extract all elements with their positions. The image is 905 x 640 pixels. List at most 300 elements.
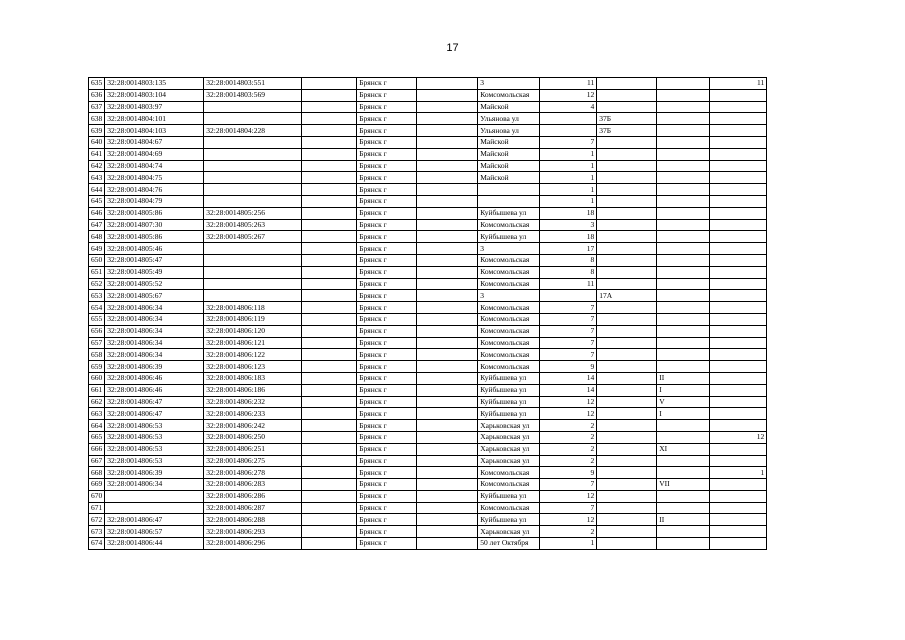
empty-cell	[417, 266, 478, 278]
premises-cell	[657, 78, 710, 90]
cadastral-number-cell	[204, 113, 302, 125]
city-cell: Брянск г	[357, 160, 417, 172]
empty-cell	[302, 337, 357, 349]
house-number-cell: 7	[540, 337, 597, 349]
row-number-cell: 654	[89, 302, 105, 314]
house-number-cell: 1	[540, 538, 597, 550]
apartment-cell	[710, 337, 767, 349]
empty-cell	[417, 101, 478, 113]
cadastral-number-cell: 32:28:0014807:30	[105, 219, 204, 231]
cadastral-number-cell: 32:28:0014805:86	[105, 231, 204, 243]
cadastral-number-cell: 32:28:0014806:53	[105, 420, 204, 432]
premises-cell	[657, 302, 710, 314]
empty-cell	[417, 420, 478, 432]
empty-cell	[302, 78, 357, 90]
empty-cell	[417, 349, 478, 361]
cadastral-number-cell	[204, 136, 302, 148]
house-number-cell: 12	[540, 89, 597, 101]
table-row	[89, 207, 767, 219]
table-row	[89, 455, 767, 467]
house-number-cell: 7	[540, 479, 597, 491]
apartment-cell: 1	[710, 467, 767, 479]
house-number-cell: 1	[540, 172, 597, 184]
cadastral-number-cell: 32:28:0014805:263	[204, 219, 302, 231]
premises-cell	[657, 113, 710, 125]
empty-cell	[302, 136, 357, 148]
building-letter-cell	[597, 361, 657, 373]
city-cell: Брянск г	[357, 443, 417, 455]
building-letter-cell: 37Б	[597, 125, 657, 137]
street-cell: Майской	[478, 148, 540, 160]
empty-cell	[417, 219, 478, 231]
empty-cell	[302, 538, 357, 550]
row-number-cell: 652	[89, 278, 105, 290]
empty-cell	[417, 136, 478, 148]
row-number-cell: 661	[89, 384, 105, 396]
table-row	[89, 266, 767, 278]
building-letter-cell	[597, 219, 657, 231]
street-cell: Комсомольская	[478, 254, 540, 266]
empty-cell	[302, 372, 357, 384]
empty-cell	[417, 467, 478, 479]
cadastral-number-cell: 32:28:0014806:39	[105, 467, 204, 479]
table-row	[89, 184, 767, 196]
empty-cell	[302, 325, 357, 337]
row-number-cell: 639	[89, 125, 105, 137]
empty-cell	[417, 408, 478, 420]
empty-cell	[302, 490, 357, 502]
row-number-cell: 669	[89, 479, 105, 491]
premises-cell	[657, 349, 710, 361]
row-number-cell: 667	[89, 455, 105, 467]
table-row	[89, 219, 767, 231]
empty-cell	[417, 78, 478, 90]
cadastral-number-cell	[204, 172, 302, 184]
premises-cell	[657, 538, 710, 550]
table-row	[89, 313, 767, 325]
cadastral-number-cell: 32:28:0014803:551	[204, 78, 302, 90]
empty-cell	[417, 243, 478, 255]
cadastral-number-cell: 32:28:0014806:183	[204, 372, 302, 384]
empty-cell	[417, 290, 478, 302]
building-letter-cell	[597, 207, 657, 219]
apartment-cell	[710, 408, 767, 420]
building-letter-cell	[597, 502, 657, 514]
table-row	[89, 101, 767, 113]
empty-cell	[417, 148, 478, 160]
city-cell: Брянск г	[357, 514, 417, 526]
row-number-cell: 658	[89, 349, 105, 361]
premises-cell	[657, 290, 710, 302]
house-number-cell: 1	[540, 148, 597, 160]
apartment-cell	[710, 231, 767, 243]
table-row	[89, 325, 767, 337]
cadastral-number-cell: 32:28:0014805:52	[105, 278, 204, 290]
city-cell: Брянск г	[357, 195, 417, 207]
premises-cell	[657, 337, 710, 349]
city-cell: Брянск г	[357, 266, 417, 278]
cadastral-number-cell	[204, 195, 302, 207]
table-row	[89, 372, 767, 384]
street-cell: Куйбышева ул	[478, 408, 540, 420]
empty-cell	[302, 467, 357, 479]
city-cell: Брянск г	[357, 337, 417, 349]
city-cell: Брянск г	[357, 184, 417, 196]
row-number-cell: 655	[89, 313, 105, 325]
street-cell: Харьковская ул	[478, 443, 540, 455]
apartment-cell	[710, 160, 767, 172]
building-letter-cell	[597, 254, 657, 266]
cadastral-number-cell: 32:28:0014806:251	[204, 443, 302, 455]
apartment-cell	[710, 420, 767, 432]
cadastral-number-cell: 32:28:0014803:135	[105, 78, 204, 90]
apartment-cell	[710, 207, 767, 219]
building-letter-cell	[597, 302, 657, 314]
empty-cell	[417, 325, 478, 337]
apartment-cell	[710, 278, 767, 290]
premises-cell	[657, 502, 710, 514]
premises-cell: XI	[657, 443, 710, 455]
premises-cell	[657, 160, 710, 172]
empty-cell	[302, 290, 357, 302]
row-number-cell: 641	[89, 148, 105, 160]
cadastral-number-cell: 32:28:0014805:46	[105, 243, 204, 255]
empty-cell	[302, 184, 357, 196]
row-number-cell: 640	[89, 136, 105, 148]
building-letter-cell	[597, 538, 657, 550]
street-cell: Харьковская ул	[478, 431, 540, 443]
row-number-cell: 657	[89, 337, 105, 349]
house-number-cell: 2	[540, 455, 597, 467]
empty-cell	[302, 243, 357, 255]
street-cell: Майской	[478, 101, 540, 113]
street-cell: 50 лет Октября	[478, 538, 540, 550]
empty-cell	[417, 502, 478, 514]
building-letter-cell	[597, 479, 657, 491]
premises-cell	[657, 231, 710, 243]
cadastral-number-cell: 32:28:0014805:256	[204, 207, 302, 219]
city-cell: Брянск г	[357, 172, 417, 184]
house-number-cell: 11	[540, 78, 597, 90]
page-number: 17	[446, 42, 459, 54]
cadastral-number-cell: 32:28:0014806:53	[105, 455, 204, 467]
house-number-cell: 2	[540, 526, 597, 538]
house-number-cell: 8	[540, 254, 597, 266]
row-number-cell: 672	[89, 514, 105, 526]
row-number-cell: 668	[89, 467, 105, 479]
cadastral-number-cell: 32:28:0014806:122	[204, 349, 302, 361]
empty-cell	[417, 195, 478, 207]
cadastral-number-cell: 32:28:0014803:97	[105, 101, 204, 113]
premises-cell	[657, 148, 710, 160]
cadastral-number-cell: 32:28:0014806:296	[204, 538, 302, 550]
empty-cell	[302, 207, 357, 219]
building-letter-cell	[597, 443, 657, 455]
apartment-cell	[710, 384, 767, 396]
street-cell: Комсомольская	[478, 302, 540, 314]
house-number-cell: 7	[540, 325, 597, 337]
street-cell: Комсомольская	[478, 278, 540, 290]
cadastral-number-cell: 32:28:0014805:47	[105, 254, 204, 266]
table-row	[89, 78, 767, 90]
cadastral-number-cell: 32:28:0014804:75	[105, 172, 204, 184]
apartment-cell	[710, 349, 767, 361]
apartment-cell	[710, 184, 767, 196]
cadastral-number-cell: 32:28:0014804:67	[105, 136, 204, 148]
street-cell: 3	[478, 243, 540, 255]
house-number-cell: 7	[540, 313, 597, 325]
empty-cell	[302, 420, 357, 432]
building-letter-cell	[597, 172, 657, 184]
table-row	[89, 172, 767, 184]
cadastral-number-cell: 32:28:0014806:278	[204, 467, 302, 479]
table-row	[89, 136, 767, 148]
street-cell: Куйбышева ул	[478, 372, 540, 384]
empty-cell	[302, 384, 357, 396]
city-cell: Брянск г	[357, 302, 417, 314]
premises-cell	[657, 184, 710, 196]
house-number-cell: 7	[540, 349, 597, 361]
empty-cell	[302, 479, 357, 491]
cadastral-number-cell: 32:28:0014804:101	[105, 113, 204, 125]
building-letter-cell	[597, 101, 657, 113]
row-number-cell: 659	[89, 361, 105, 373]
empty-cell	[302, 313, 357, 325]
apartment-cell	[710, 219, 767, 231]
row-number-cell: 643	[89, 172, 105, 184]
city-cell: Брянск г	[357, 479, 417, 491]
city-cell: Брянск г	[357, 207, 417, 219]
apartment-cell	[710, 266, 767, 278]
row-number-cell: 646	[89, 207, 105, 219]
building-letter-cell	[597, 467, 657, 479]
street-cell: Комсомольская	[478, 337, 540, 349]
street-cell: Комсомольская	[478, 325, 540, 337]
apartment-cell	[710, 113, 767, 125]
city-cell: Брянск г	[357, 89, 417, 101]
cadastral-number-cell: 32:28:0014804:69	[105, 148, 204, 160]
cadastral-number-cell	[105, 490, 204, 502]
table-row	[89, 479, 767, 491]
house-number-cell: 7	[540, 302, 597, 314]
table-row	[89, 349, 767, 361]
house-number-cell: 17	[540, 243, 597, 255]
empty-cell	[417, 160, 478, 172]
street-cell: Комсомольская	[478, 266, 540, 278]
cadastral-number-cell: 32:28:0014806:288	[204, 514, 302, 526]
street-cell: Харьковская ул	[478, 455, 540, 467]
house-number-cell: 2	[540, 443, 597, 455]
premises-cell	[657, 526, 710, 538]
cadastral-number-cell: 32:28:0014806:233	[204, 408, 302, 420]
premises-cell: VII	[657, 479, 710, 491]
apartment-cell	[710, 89, 767, 101]
premises-cell	[657, 313, 710, 325]
row-number-cell: 674	[89, 538, 105, 550]
table-row	[89, 113, 767, 125]
empty-cell	[417, 514, 478, 526]
city-cell: Брянск г	[357, 455, 417, 467]
house-number-cell: 14	[540, 372, 597, 384]
apartment-cell	[710, 396, 767, 408]
premises-cell	[657, 278, 710, 290]
row-number-cell: 650	[89, 254, 105, 266]
row-number-cell: 648	[89, 231, 105, 243]
empty-cell	[302, 231, 357, 243]
premises-cell: II	[657, 514, 710, 526]
building-letter-cell	[597, 195, 657, 207]
apartment-cell	[710, 313, 767, 325]
premises-cell	[657, 420, 710, 432]
apartment-cell	[710, 101, 767, 113]
empty-cell	[302, 502, 357, 514]
street-cell: Комсомольская	[478, 361, 540, 373]
empty-cell	[417, 207, 478, 219]
apartment-cell	[710, 372, 767, 384]
city-cell: Брянск г	[357, 349, 417, 361]
building-letter-cell	[597, 89, 657, 101]
apartment-cell	[710, 136, 767, 148]
cadastral-number-cell	[204, 278, 302, 290]
row-number-cell: 664	[89, 420, 105, 432]
cadastral-number-cell: 32:28:0014806:57	[105, 526, 204, 538]
cadastral-number-cell: 32:28:0014806:34	[105, 337, 204, 349]
table-row	[89, 514, 767, 526]
empty-cell	[302, 278, 357, 290]
empty-cell	[302, 113, 357, 125]
city-cell: Брянск г	[357, 538, 417, 550]
building-letter-cell	[597, 408, 657, 420]
building-letter-cell	[597, 396, 657, 408]
empty-cell	[417, 302, 478, 314]
building-letter-cell: 37Б	[597, 113, 657, 125]
cadastral-number-cell: 32:28:0014806:46	[105, 384, 204, 396]
street-cell: Куйбышева ул	[478, 207, 540, 219]
row-number-cell: 656	[89, 325, 105, 337]
empty-cell	[302, 443, 357, 455]
cadastral-number-cell: 32:28:0014806:120	[204, 325, 302, 337]
street-cell: Комсомольская	[478, 89, 540, 101]
building-letter-cell	[597, 231, 657, 243]
table-row	[89, 290, 767, 302]
premises-cell	[657, 455, 710, 467]
building-letter-cell	[597, 325, 657, 337]
house-number-cell: 8	[540, 266, 597, 278]
table-row	[89, 278, 767, 290]
premises-cell: II	[657, 372, 710, 384]
table-row	[89, 195, 767, 207]
empty-cell	[417, 337, 478, 349]
building-letter-cell	[597, 160, 657, 172]
street-cell: Ульянова ул	[478, 125, 540, 137]
house-number-cell	[540, 290, 597, 302]
cadastral-number-cell: 32:28:0014806:287	[204, 502, 302, 514]
building-letter-cell	[597, 420, 657, 432]
empty-cell	[302, 172, 357, 184]
table-row	[89, 337, 767, 349]
table-row	[89, 384, 767, 396]
empty-cell	[302, 219, 357, 231]
apartment-cell	[710, 325, 767, 337]
empty-cell	[302, 408, 357, 420]
building-letter-cell	[597, 514, 657, 526]
cadastral-number-cell: 32:28:0014806:47	[105, 514, 204, 526]
apartment-cell	[710, 148, 767, 160]
street-cell: Ульянова ул	[478, 113, 540, 125]
city-cell: Брянск г	[357, 420, 417, 432]
row-number-cell: 666	[89, 443, 105, 455]
premises-cell	[657, 490, 710, 502]
empty-cell	[417, 254, 478, 266]
cadastral-number-cell: 32:28:0014804:103	[105, 125, 204, 137]
premises-cell	[657, 195, 710, 207]
building-letter-cell	[597, 372, 657, 384]
street-cell: Куйбышева ул	[478, 231, 540, 243]
cadastral-number-cell	[204, 243, 302, 255]
table-row	[89, 89, 767, 101]
cadastral-number-cell	[204, 101, 302, 113]
row-number-cell: 651	[89, 266, 105, 278]
row-number-cell: 653	[89, 290, 105, 302]
empty-cell	[417, 361, 478, 373]
empty-cell	[417, 538, 478, 550]
city-cell: Брянск г	[357, 313, 417, 325]
empty-cell	[417, 384, 478, 396]
city-cell: Брянск г	[357, 490, 417, 502]
cadastral-number-cell: 32:28:0014804:79	[105, 195, 204, 207]
apartment-cell	[710, 195, 767, 207]
building-letter-cell	[597, 313, 657, 325]
street-cell: 3	[478, 290, 540, 302]
row-number-cell: 647	[89, 219, 105, 231]
house-number-cell: 9	[540, 361, 597, 373]
street-cell: Куйбышева ул	[478, 396, 540, 408]
building-letter-cell	[597, 349, 657, 361]
table-row	[89, 160, 767, 172]
house-number-cell: 9	[540, 467, 597, 479]
empty-cell	[417, 231, 478, 243]
city-cell: Брянск г	[357, 325, 417, 337]
cadastral-number-cell	[204, 290, 302, 302]
empty-cell	[417, 125, 478, 137]
row-number-cell: 637	[89, 101, 105, 113]
cadastral-number-cell: 32:28:0014806:250	[204, 431, 302, 443]
empty-cell	[417, 455, 478, 467]
table-row	[89, 490, 767, 502]
house-number-cell: 14	[540, 384, 597, 396]
house-number-cell: 18	[540, 231, 597, 243]
city-cell: Брянск г	[357, 278, 417, 290]
cadastral-number-cell: 32:28:0014805:67	[105, 290, 204, 302]
premises-cell	[657, 431, 710, 443]
row-number-cell: 645	[89, 195, 105, 207]
building-letter-cell: 17А	[597, 290, 657, 302]
apartment-cell	[710, 254, 767, 266]
cadastral-number-cell: 32:28:0014805:49	[105, 266, 204, 278]
cadastral-number-cell	[204, 254, 302, 266]
empty-cell	[302, 302, 357, 314]
cadastral-number-cell: 32:28:0014806:232	[204, 396, 302, 408]
street-cell: Майской	[478, 172, 540, 184]
cadastral-number-cell	[204, 160, 302, 172]
empty-cell	[417, 113, 478, 125]
row-number-cell: 644	[89, 184, 105, 196]
row-number-cell: 671	[89, 502, 105, 514]
city-cell: Брянск г	[357, 408, 417, 420]
house-number-cell: 4	[540, 101, 597, 113]
building-letter-cell	[597, 384, 657, 396]
premises-cell	[657, 361, 710, 373]
